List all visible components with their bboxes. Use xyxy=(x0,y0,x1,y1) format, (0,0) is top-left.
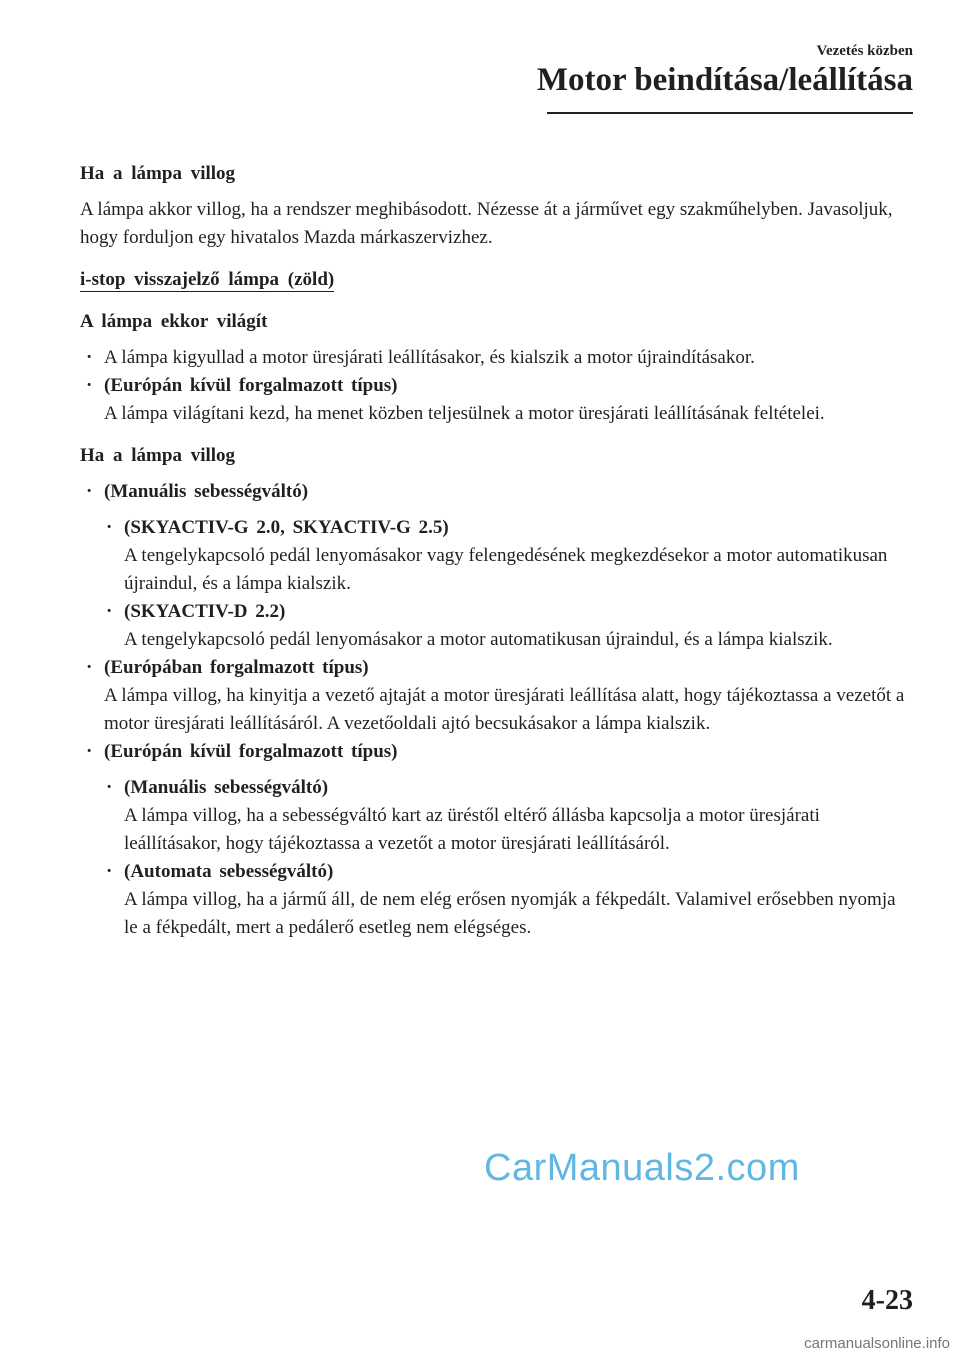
bullet-text: A lámpa kigyullad a motor üresjárati leállításakor, és kialszik a motor újraindításakor. xyxy=(104,347,755,368)
bullet-item xyxy=(80,654,910,738)
bullet-title: · (Manuális sebességváltó) xyxy=(104,481,309,502)
sub-bullet-item xyxy=(100,774,910,858)
running-header-section: Vezetés közben xyxy=(816,43,913,59)
document-body xyxy=(80,160,910,942)
bullet-title: · (Európán kívül forgalmazott típus) xyxy=(104,375,398,396)
bullet-title: · (Európában forgalmazott típus) xyxy=(104,657,369,678)
paragraph-malfunction: A lámpa akkor villog, ha a rendszer meghibásodott. Nézesse át a járművet egy szakműhelyben. Javasoljuk, hogy forduljon egy hivatalos Mazda márkaszervizhez. xyxy=(80,199,893,248)
sub-bullet-item xyxy=(100,598,910,654)
header-rule xyxy=(547,112,913,114)
page-title: Motor beindítása/leállítása xyxy=(536,62,913,98)
sub-bullet-item xyxy=(100,858,910,942)
subheading-istop-indicator: i-stop visszajelző lámpa (zöld) xyxy=(80,269,335,290)
bullet-text: A lámpa világítani kezd, ha menet közben teljesülnek a motor üresjárati leállításának feltételei. xyxy=(104,403,825,424)
bullet-text: A lámpa villog, ha a jármű áll, de nem elég erősen nyomják a fékpedált. Valamivel erősebben nyomja le a fékpedált, mert a pedálerő esetleg nem elégséges. xyxy=(124,889,896,938)
page-number: 4-23 xyxy=(861,1285,913,1316)
watermark-logo: CarManuals2.com xyxy=(484,1147,800,1189)
bullet-item xyxy=(80,344,910,372)
bullet-text: A lámpa villog, ha kinyitja a vezető ajtaját a motor üresjárati leállítása alatt, hogy tájékoztassa a vezetőt a motor üresjárati leállításáról. A vezetőoldali ajtó becsukásakor a lámpa kialszik. xyxy=(104,685,905,734)
heading-blinking-2: Ha a lámpa villog xyxy=(80,445,236,466)
bullet-item xyxy=(80,738,910,766)
footer-site-watermark: carmanualsonline.info xyxy=(804,1335,950,1352)
bullet-text: A lámpa villog, ha a sebességváltó kart az üréstől eltérő állásba kapcsolja a motor üresjárati leállításakor, hogy tájékoztassa a vezetőt a motor üresjárati leállításáról. xyxy=(124,805,820,854)
bullet-title: · (SKYACTIV-D 2.2) xyxy=(124,601,286,622)
bullet-title: · (Európán kívül forgalmazott típus) xyxy=(104,741,398,762)
heading-illuminates: A lámpa ekkor világít xyxy=(80,311,268,332)
bullet-item xyxy=(80,478,910,506)
heading-blinking: Ha a lámpa villog xyxy=(80,163,236,184)
bullet-title: · (SKYACTIV-G 2.0, SKYACTIV-G 2.5) xyxy=(124,517,449,538)
bullet-item xyxy=(80,372,910,428)
bullet-title: · (Manuális sebességváltó) xyxy=(124,777,329,798)
bullet-text: A tengelykapcsoló pedál lenyomásakor a motor automatikusan újraindul, és a lámpa kialszik. xyxy=(124,629,833,650)
sub-bullet-item xyxy=(100,514,910,598)
bullet-title: · (Automata sebességváltó) xyxy=(124,861,334,882)
bullet-text: A tengelykapcsoló pedál lenyomásakor vagy felengedésének megkezdésekor a motor automatikusan újraindul, és a lámpa kialszik. xyxy=(124,545,888,594)
